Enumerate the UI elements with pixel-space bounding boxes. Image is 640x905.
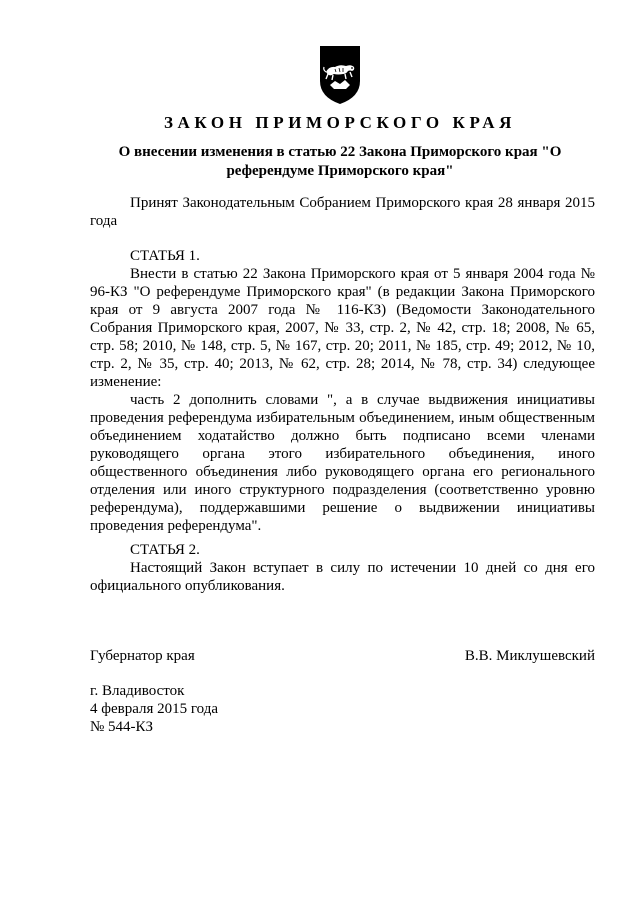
document-footer xyxy=(90,682,218,736)
article-2-heading: СТАТЬЯ 2. xyxy=(130,542,200,558)
signatory-position: Губернатор края xyxy=(90,648,195,664)
article-1-amendment: часть 2 дополнить словами ", а в случае выдвижения инициативы проведения референдума избирательным объединением, иным общественным объединением ходатайство должно быть подписано всеми членами руководящего органа этого избирательного объединения, иного общественного объединения либо руководящего органа его регионального отделения или иного структурного подразделения (соответственно уровню референдума), поддержавшими решение о выдвижении инициативы проведения референдума". xyxy=(90,392,595,534)
law-title: ЗАКОН ПРИМОРСКОГО КРАЯ xyxy=(163,113,517,132)
article-1-body: Внести в статью 22 Закона Приморского края от 5 января 2004 года № 96-КЗ "О референдуме Приморского края" (в редакции Закона Приморского края от 9 августа 2007 года № 116-КЗ) (Ведомости Законодательного Собрания Приморского края, 2007, № 33, стр. 2, № 42, стр. 18; 2008, № 65, стр. 58; 2010, № 148, стр. 5, № 167, стр. 20; 2011, № 185, стр. 49; 2012, № 10, стр. 2, № 35, стр. 40; 2013, № 62, стр. 28; 2014, № 78, стр. 34) следующее изменение: xyxy=(90,266,595,390)
law-subtitle: О внесении изменения в статью 22 Закона Приморского края "О референдуме Приморского края" xyxy=(118,144,562,179)
adoption-note: Принят Законодательным Собранием Приморского края 28 января 2015 года xyxy=(90,195,595,229)
primorsky-krai-coat-of-arms-icon xyxy=(319,45,361,105)
footer-date: 4 февраля 2015 года xyxy=(90,701,219,717)
footer-city: г. Владивосток xyxy=(90,683,185,699)
signatory-name: В.В. Миклушевский xyxy=(464,648,595,664)
article-2-body: Настоящий Закон вступает в силу по истечении 10 дней со дня его официального опубликования. xyxy=(90,560,595,594)
article-1-heading: СТАТЬЯ 1. xyxy=(130,248,200,264)
footer-number: № 544-КЗ xyxy=(90,719,154,735)
